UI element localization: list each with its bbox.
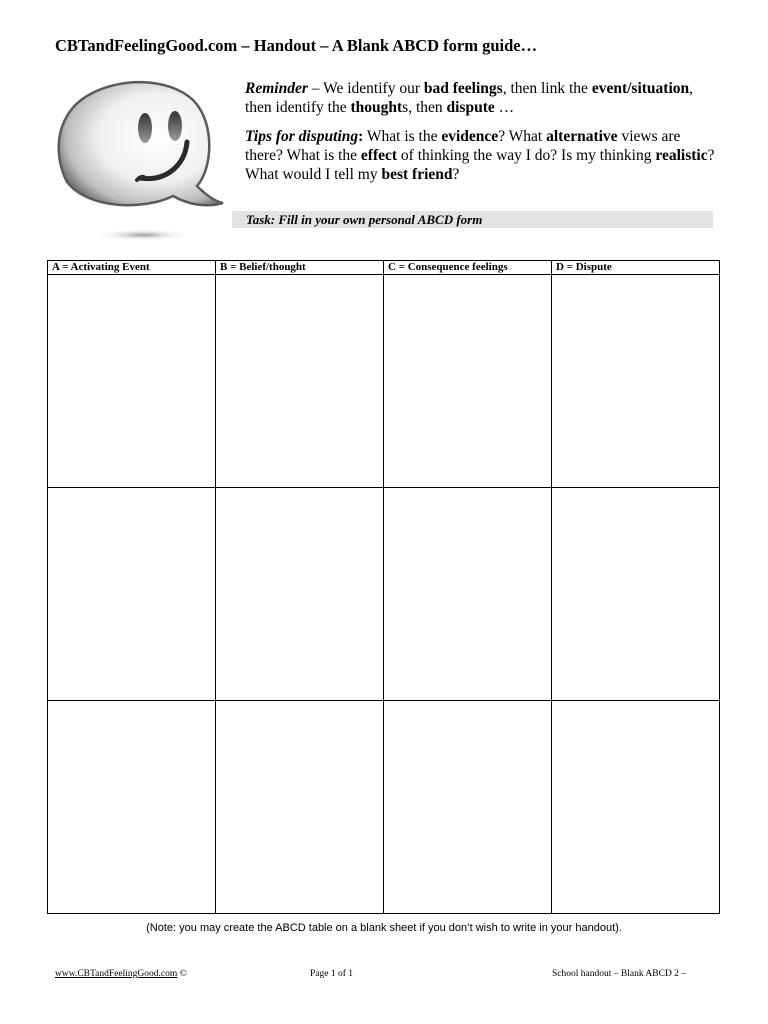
column-header-a: A = Activating Event	[48, 261, 216, 275]
table-cell[interactable]	[216, 701, 384, 914]
table-cell[interactable]	[552, 488, 720, 701]
table-cell[interactable]	[48, 488, 216, 701]
column-header-d: D = Dispute	[552, 261, 720, 275]
table-row	[48, 701, 720, 914]
copyright-symbol: ©	[177, 969, 187, 979]
abcd-table	[47, 260, 720, 914]
column-header-c: C = Consequence feelings	[384, 261, 552, 275]
footer-site	[55, 969, 187, 979]
smiley-speech-bubble-icon	[45, 70, 227, 248]
page-title: CBTandFeelingGood.com – Handout – A Blank ABCD form guide…	[55, 36, 538, 55]
table-row	[48, 488, 720, 701]
table-cell[interactable]	[384, 488, 552, 701]
footer-document-name: School handout – Blank ABCD 2 –	[552, 969, 687, 979]
table-cell[interactable]	[384, 701, 552, 914]
tips-paragraph: Tips for disputing: What is the evidence? What alternative views are there? What is the effect of thinking the way I do? Is my thinking realistic? What would I tell my best friend?	[245, 128, 715, 183]
table-cell[interactable]	[384, 275, 552, 488]
task-label: Task: Fill in your own personal ABCD form	[246, 212, 483, 227]
column-header-b: B = Belief/thought	[216, 261, 384, 275]
reminder-paragraph: Reminder – We identify our bad feelings, then link the event/situation, then identify the thoughts, then dispute …	[245, 80, 693, 116]
table-header-row	[48, 261, 720, 275]
table-cell[interactable]	[216, 488, 384, 701]
intro-text	[245, 79, 715, 194]
table-cell[interactable]	[48, 275, 216, 488]
table-cell[interactable]	[552, 701, 720, 914]
task-banner	[232, 211, 713, 228]
table-note: (Note: you may create the ABCD table on a blank sheet if you don’t wish to write in your handout).	[146, 922, 622, 934]
footer-page-number: Page 1 of 1	[310, 969, 354, 979]
table-cell[interactable]	[552, 275, 720, 488]
table-row	[48, 275, 720, 488]
table-cell[interactable]	[48, 701, 216, 914]
footer-site-link[interactable]: www.CBTandFeelingGood.com	[55, 969, 178, 979]
table-cell[interactable]	[216, 275, 384, 488]
